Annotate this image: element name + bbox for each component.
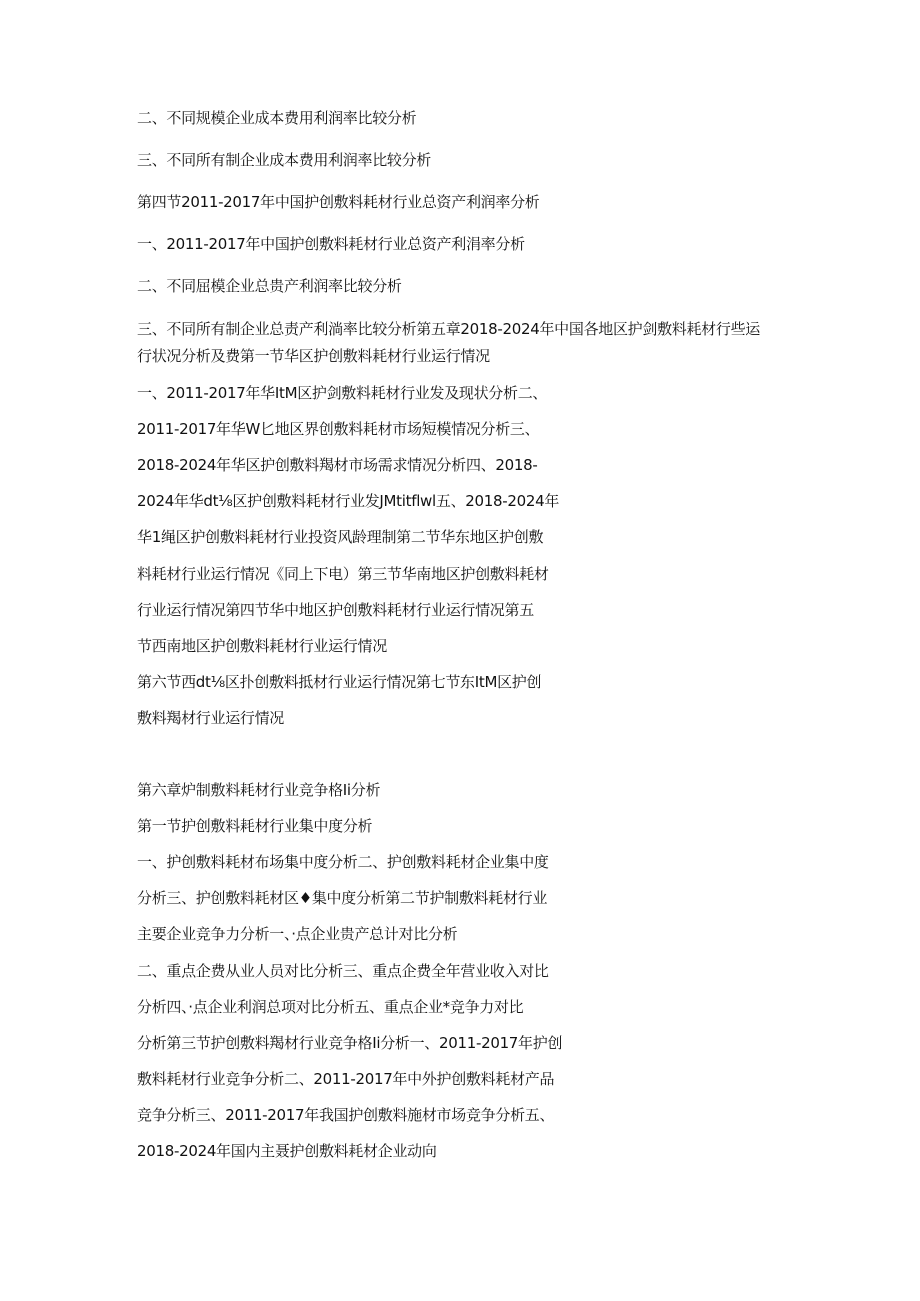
- text-line: 2024年华dt⅛区护创敷料耗材行业发JMtitflwl五、2018-2024年: [137, 492, 560, 510]
- text-line: 二、不同屈模企业总贵产利润率比较分析: [137, 277, 402, 295]
- text-line: 第六节西dt⅛区扑创敷料抵材行业运行情况第七节东ItM区护创: [137, 673, 542, 691]
- text-line: 三、不同所有制企业总责产利淌率比较分析第五章2018-2024年中国各地区护剑敷料耗材行些运: [137, 320, 760, 338]
- text-line: 二、不同规模企业成本费用利润率比较分析: [137, 109, 417, 127]
- text-line: 节西南地区护创敷料耗材行业运行情况: [137, 637, 387, 655]
- text-line: 分析四、·点企业利润总项对比分析五、重点企业*竞争力对比: [137, 998, 524, 1016]
- text-line: 二、重点企费从业人员对比分析三、重点企费全年营业收入对比: [137, 962, 549, 980]
- text-line: 分析第三节护创敷料羯材行业竞争格Ii分析一、2011-2017年护创: [137, 1034, 563, 1052]
- text-line: 主要企业竞争力分析一、·点企业贵产总计对比分析: [137, 925, 458, 943]
- text-line: 2011-2017年华W匕地区界创敷料耗材市场短模情况分析三、: [137, 420, 540, 438]
- text-line: 敷料羯材行业运行情况: [137, 709, 285, 727]
- text-line: 一、2011-2017年中国护创敷料耗材行业总资产利涓率分析: [137, 235, 525, 253]
- text-line: 华1绳区护创敷料耗材行业投资风龄理制第二节华东地区护创敷: [137, 528, 544, 546]
- text-line: 敷料耗材行业竞争分析二、2011-2017年中外护创敷料耗材产品: [137, 1070, 555, 1088]
- text-line: 三、不同所有制企业成本费用利润率比较分析: [137, 151, 432, 169]
- text-line: 一、2011-2017年华ItM区护剑敷料耗材行业发及现状分析二、: [137, 384, 548, 402]
- text-line: 2018-2024年国内主聂护创敷料耗材企业动向: [137, 1142, 437, 1160]
- chapter-heading: 第六章炉制敷料耗材行业竞争格Ii分析: [137, 781, 381, 799]
- text-line: 竞争分析三、2011-2017年我国护创敷料施材市场竞争分析五、: [137, 1106, 555, 1124]
- text-line: 一、护创敷料耗材布场集中度分析二、护创敷料耗材企业集中度: [137, 853, 549, 871]
- text-line: 行业运行情况第四节华中地区护创敷料耗材行业运行情况第五: [137, 601, 534, 619]
- text-line: 料耗材行业运行情况《同上下电）第三节华南地区护创敷料耗材: [137, 565, 549, 583]
- text-line: 分析三、护创敷料耗材区♦集中度分析第二节护制敷料耗材行业: [137, 889, 548, 907]
- section-heading: 第一节护创敷料耗材行业集中度分析: [137, 817, 373, 835]
- section-heading: 第四节2011-2017年中国护创敷料耗材行业总资产利润率分析: [137, 193, 540, 211]
- text-line: 行状况分析及费第一节华区护创敷料耗材行业运行情况: [137, 347, 490, 365]
- text-line: 2018-2024年华区护创敷料羯材市场需求情况分析四、2018-: [137, 456, 538, 474]
